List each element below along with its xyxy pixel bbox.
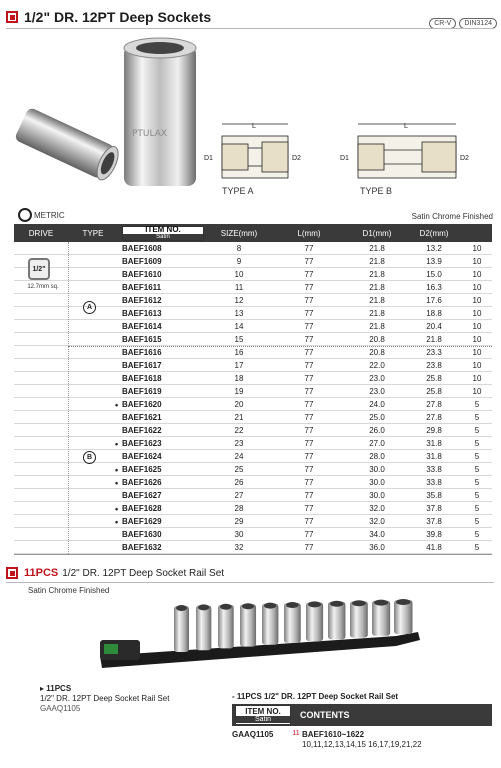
d1-cell: 21.8 <box>369 269 385 279</box>
d2-cell: 29.8 <box>426 425 442 435</box>
dim-d2-b: D2 <box>460 155 469 162</box>
table-header <box>14 224 492 242</box>
pack-qty-cell: 5 <box>474 399 480 409</box>
metric-circle-icon <box>18 208 32 222</box>
d2-cell: 27.8 <box>426 412 442 422</box>
set-contents-label: CONTENTS <box>300 710 350 720</box>
table-row <box>14 320 492 333</box>
dim-d2-a: D2 <box>292 155 301 162</box>
table-row <box>14 333 492 346</box>
rail-socket <box>306 602 323 641</box>
d1-cell: 26.0 <box>369 425 385 435</box>
set-item-sub-label: Satin <box>236 716 290 723</box>
dim-l-a: L <box>252 123 256 130</box>
item-no-cell <box>118 413 208 422</box>
rail-socket <box>240 604 256 646</box>
item-no-header <box>122 226 204 241</box>
rail-socket-opening <box>374 600 388 606</box>
d2-cell: 31.8 <box>426 438 442 448</box>
col-l: L(mm) <box>297 228 321 238</box>
pack-qty-cell: 10 <box>472 334 482 344</box>
pack-qty-cell: 10 <box>472 269 482 279</box>
d2-cell: 27.8 <box>426 399 442 409</box>
d1-cell: 32.0 <box>369 516 385 526</box>
set-member-dot: • <box>115 464 119 475</box>
metric-label: METRIC <box>34 210 65 220</box>
set-tag: 11PCS <box>24 567 59 579</box>
item-no-text: BAEF1618 <box>122 373 162 383</box>
d2-cell: 35.8 <box>426 490 442 500</box>
d2-cell: 41.8 <box>426 542 442 552</box>
item-no-text: BAEF1611 <box>122 282 162 292</box>
table-row <box>14 502 492 515</box>
length-cell: 77 <box>304 438 314 448</box>
item-no-cell <box>118 543 208 552</box>
item-no-text: BAEF1612 <box>122 295 162 305</box>
pack-qty-cell: 5 <box>474 542 480 552</box>
d1-cell: 20.8 <box>369 334 385 344</box>
table-row <box>14 242 492 255</box>
table-row <box>14 541 492 554</box>
length-cell: 77 <box>304 490 314 500</box>
pack-qty-cell: 10 <box>472 360 482 370</box>
table-row <box>14 489 492 502</box>
drive-size-label: 12.7mm sq. <box>27 284 59 290</box>
rail-socket-opening <box>264 603 276 609</box>
rail-socket-opening <box>330 601 343 607</box>
size-cell: 19 <box>234 386 244 396</box>
d2-cell: 37.8 <box>426 503 442 513</box>
d1-cell: 21.8 <box>369 295 385 305</box>
d1-cell: 21.8 <box>369 282 385 292</box>
set-finish: Satin Chrome Finished <box>28 586 110 595</box>
set-code: GAAQ1105 <box>232 730 274 739</box>
title-divider <box>6 28 494 29</box>
rail-socket-opening <box>242 603 254 609</box>
length-cell: 77 <box>304 477 314 487</box>
d2-cell: 18.8 <box>426 308 442 318</box>
type-b-label: TYPE B <box>360 186 393 196</box>
rail-socket <box>218 605 234 649</box>
item-no-text: BAEF1610 <box>122 269 162 279</box>
length-cell: 77 <box>304 516 314 526</box>
item-no-text: BAEF1614 <box>122 321 162 331</box>
metric-indicator <box>18 208 65 222</box>
table-body <box>14 242 492 555</box>
item-no-cell <box>118 452 208 461</box>
size-cell: 8 <box>236 243 242 253</box>
d1-cell: 21.8 <box>369 256 385 266</box>
d1-cell: 21.8 <box>369 321 385 331</box>
set-spec-title: - 11PCS 1/2" DR. 12PT Deep Socket Rail Set <box>232 692 399 701</box>
size-cell: 30 <box>234 529 244 539</box>
table-row <box>14 385 492 398</box>
finish-label: Satin Chrome Finished <box>411 212 493 221</box>
d2-cell: 15.0 <box>426 269 442 279</box>
length-cell: 77 <box>304 386 314 396</box>
length-cell: 77 <box>304 464 314 474</box>
item-no-cell <box>118 426 208 435</box>
size-cell: 22 <box>234 425 244 435</box>
d2-cell: 13.2 <box>426 243 442 253</box>
size-cell: 10 <box>234 269 244 279</box>
d2-cell: 23.3 <box>426 347 442 357</box>
d1-cell: 36.0 <box>369 542 385 552</box>
length-cell: 77 <box>304 321 314 331</box>
red-square-icon <box>6 567 18 579</box>
item-no-text: BAEF1621 <box>122 412 162 422</box>
set-qty: 11 <box>292 730 300 737</box>
item-no-cell <box>118 374 208 383</box>
length-cell: 77 <box>304 425 314 435</box>
rail-socket-opening <box>220 604 232 610</box>
item-no-cell <box>115 438 208 449</box>
length-cell: 77 <box>304 503 314 513</box>
size-cell: 17 <box>234 360 244 370</box>
rail-socket <box>328 602 345 640</box>
crv-badge: CR-V <box>429 18 456 29</box>
item-no-text: BAEF1609 <box>122 256 162 266</box>
item-no-text: BAEF1616 <box>122 347 162 357</box>
table-row <box>14 476 492 489</box>
item-no-cell <box>118 335 208 344</box>
col-size: SIZE(mm) <box>220 228 258 238</box>
length-cell: 77 <box>304 347 314 357</box>
size-cell: 15 <box>234 334 244 344</box>
table-row <box>14 281 492 294</box>
rail-socket-opening <box>176 605 187 611</box>
table-row <box>14 463 492 476</box>
set-title: 1/2" DR. 12PT Deep Socket Rail Set <box>62 567 225 579</box>
d1-cell: 30.0 <box>369 490 385 500</box>
item-no-cell <box>118 257 208 266</box>
d1-cell: 32.0 <box>369 503 385 513</box>
length-cell: 77 <box>304 451 314 461</box>
page-header <box>6 6 494 28</box>
table-row <box>14 255 492 268</box>
d1-cell: 20.8 <box>369 347 385 357</box>
item-no-cell <box>118 322 208 331</box>
set-range: BAEF1610~1622 <box>302 730 365 739</box>
set-item-no-label: ITEM NO. <box>245 706 281 716</box>
d1-cell: 34.0 <box>369 529 385 539</box>
caption-code: GAAQ1105 <box>40 704 81 713</box>
drive-divider <box>68 242 69 554</box>
item-no-text: BAEF1632 <box>122 542 162 552</box>
d2-cell: 31.8 <box>426 451 442 461</box>
item-no-cell <box>118 530 208 539</box>
item-no-cell <box>118 296 208 305</box>
col-d2: D2(mm) <box>419 228 449 238</box>
d2-cell: 23.8 <box>426 360 442 370</box>
length-cell: 77 <box>304 399 314 409</box>
size-cell: 9 <box>236 256 242 266</box>
item-no-cell <box>115 399 208 410</box>
pack-qty-cell: 5 <box>474 503 480 513</box>
rail-socket-opening <box>198 604 209 610</box>
type-a-label: TYPE A <box>222 186 254 196</box>
item-no-text: BAEF1626 <box>122 477 162 487</box>
item-no-text: BAEF1629 <box>122 516 162 526</box>
pack-qty-cell: 10 <box>472 256 482 266</box>
length-cell: 77 <box>304 256 314 266</box>
d2-cell: 17.6 <box>426 295 442 305</box>
rail-socket <box>174 606 189 652</box>
length-cell: 77 <box>304 334 314 344</box>
size-cell: 28 <box>234 503 244 513</box>
set-divider <box>6 582 494 583</box>
d1-cell: 23.0 <box>369 373 385 383</box>
table-row <box>14 528 492 541</box>
item-no-text: BAEF1622 <box>122 425 162 435</box>
item-no-text: BAEF1624 <box>122 451 162 461</box>
item-no-text: BAEF1627 <box>122 490 162 500</box>
d1-cell: 30.0 <box>369 477 385 487</box>
size-cell: 13 <box>234 308 244 318</box>
item-no-text: BAEF1617 <box>122 360 162 370</box>
item-no-text: BAEF1620 <box>122 399 162 409</box>
d2-cell: 39.8 <box>426 529 442 539</box>
size-cell: 11 <box>234 282 244 292</box>
rail-socket-opening <box>352 600 366 606</box>
item-no-cell <box>115 464 208 475</box>
size-cell: 14 <box>234 321 244 331</box>
pack-qty-cell: 10 <box>472 347 482 357</box>
item-no-cell <box>115 477 208 488</box>
deep-socket-illustration <box>6 36 206 196</box>
size-cell: 29 <box>234 516 244 526</box>
item-no-text: BAEF1625 <box>122 464 162 474</box>
table-row <box>14 346 492 359</box>
pack-qty-cell: 5 <box>474 477 480 487</box>
d1-cell: 21.8 <box>369 243 385 253</box>
item-no-text: BAEF1619 <box>122 386 162 396</box>
item-no-text: BAEF1623 <box>122 438 162 448</box>
type-a-badge: A <box>83 301 96 314</box>
d2-cell: 37.8 <box>426 516 442 526</box>
size-cell: 26 <box>234 477 244 487</box>
page-title: 1/2" DR. 12PT Deep Sockets <box>24 9 212 25</box>
pack-qty-cell: 10 <box>472 282 482 292</box>
item-no-cell <box>115 516 208 527</box>
table-row <box>14 515 492 528</box>
table-row <box>14 411 492 424</box>
table-row <box>14 359 492 372</box>
d1-cell: 25.0 <box>369 412 385 422</box>
table-row <box>14 268 492 281</box>
pack-qty-cell: 10 <box>472 321 482 331</box>
size-cell: 16 <box>234 347 244 357</box>
item-no-cell <box>118 491 208 500</box>
item-no-text: BAEF1615 <box>122 334 162 344</box>
col-drive: DRIVE <box>28 228 54 238</box>
dim-d1-b: D1 <box>340 155 349 162</box>
d1-cell: 27.0 <box>369 438 385 448</box>
size-cell: 25 <box>234 464 244 474</box>
item-no-text: BAEF1613 <box>122 308 162 318</box>
d2-cell: 13.9 <box>426 256 442 266</box>
size-cell: 24 <box>234 451 244 461</box>
length-cell: 77 <box>304 542 314 552</box>
set-caption: ▸ 11PCS 1/2" DR. 12PT Deep Socket Rail Set GAAQ1105 <box>40 684 170 713</box>
d2-cell: 16.3 <box>426 282 442 292</box>
col-d1: D1(mm) <box>362 228 392 238</box>
d2-cell: 25.8 <box>426 373 442 383</box>
item-no-cell <box>118 244 208 253</box>
item-no-cell <box>118 361 208 370</box>
size-cell: 32 <box>234 542 244 552</box>
d2-cell: 21.8 <box>426 334 442 344</box>
item-no-cell <box>118 283 208 292</box>
length-cell: 77 <box>304 243 314 253</box>
svg-text:PTULAX: PTULAX <box>132 129 168 139</box>
length-cell: 77 <box>304 412 314 422</box>
pack-qty-cell: 10 <box>472 373 482 383</box>
rail-socket-opening <box>286 602 299 608</box>
caption-pcs: 11PCS <box>46 684 72 693</box>
d1-cell: 30.0 <box>369 464 385 474</box>
size-cell: 23 <box>234 438 244 448</box>
size-cell: 12 <box>234 295 244 305</box>
pack-qty-cell: 5 <box>474 451 480 461</box>
pack-qty-cell: 5 <box>474 516 480 526</box>
set-spec-table <box>232 704 492 749</box>
set-item-no-header <box>235 705 291 725</box>
size-cell: 20 <box>234 399 244 409</box>
set-member-dot: • <box>115 503 119 514</box>
pack-qty-cell: 5 <box>474 464 480 474</box>
item-no-cell <box>118 348 208 357</box>
set-header <box>6 567 494 579</box>
table-row <box>14 437 492 450</box>
caption-title: 1/2" DR. 12PT Deep Socket Rail Set <box>40 694 170 703</box>
dim-l-b: L <box>404 123 408 130</box>
pack-qty-cell: 5 <box>474 438 480 448</box>
rail-socket <box>262 604 278 645</box>
type-b-badge: B <box>83 451 96 464</box>
pack-qty-cell: 10 <box>472 295 482 305</box>
length-cell: 77 <box>304 373 314 383</box>
table-row <box>14 424 492 437</box>
pack-qty-cell: 10 <box>472 386 482 396</box>
length-cell: 77 <box>304 269 314 279</box>
pack-qty-cell: 5 <box>474 412 480 422</box>
size-cell: 18 <box>234 373 244 383</box>
size-cell: 21 <box>234 412 244 422</box>
d2-cell: 33.8 <box>426 464 442 474</box>
set-spec-row <box>232 726 492 739</box>
pack-qty-cell: 5 <box>474 490 480 500</box>
rail-socket <box>284 603 301 643</box>
drive-icon: 1/2" <box>28 258 50 280</box>
length-cell: 77 <box>304 308 314 318</box>
dim-d1-a: D1 <box>204 155 213 162</box>
rail-socket <box>196 605 211 650</box>
length-cell: 77 <box>304 529 314 539</box>
set-member-dot: • <box>115 477 119 488</box>
set-spec-header <box>232 704 492 726</box>
d2-cell: 33.8 <box>426 477 442 487</box>
length-cell: 77 <box>304 360 314 370</box>
size-cell: 27 <box>234 490 244 500</box>
din-badge: DIN3124 <box>459 18 497 29</box>
set-sizes: 10,11,12,13,14,15 16,17,19,21,22 <box>302 740 422 749</box>
d1-cell: 24.0 <box>369 399 385 409</box>
table-row <box>14 398 492 411</box>
rail-socket-opening <box>308 601 321 607</box>
pack-qty-cell: 5 <box>474 529 480 539</box>
item-no-text: BAEF1630 <box>122 529 162 539</box>
rail-socket-opening <box>396 599 411 605</box>
item-no-cell <box>115 503 208 514</box>
red-square-icon <box>6 11 18 23</box>
set-member-dot: • <box>115 516 119 527</box>
d1-cell: 22.0 <box>369 360 385 370</box>
item-sub-label: Satin <box>123 234 203 240</box>
item-no-cell <box>118 270 208 279</box>
col-item <box>118 226 208 241</box>
socket-rail-illustration <box>96 598 426 678</box>
pack-qty-cell: 10 <box>472 243 482 253</box>
item-no-label: ITEM NO. <box>145 225 181 234</box>
d1-cell: 23.0 <box>369 386 385 396</box>
rail-socket <box>350 601 368 637</box>
d1-cell: 28.0 <box>369 451 385 461</box>
item-no-text: BAEF1608 <box>122 243 162 253</box>
length-cell: 77 <box>304 282 314 292</box>
length-cell: 77 <box>304 295 314 305</box>
d2-cell: 25.8 <box>426 386 442 396</box>
table-row <box>14 372 492 385</box>
rail-socket <box>372 601 390 636</box>
set-member-dot: • <box>115 438 119 449</box>
socket-spec-table <box>14 224 492 555</box>
d1-cell: 21.8 <box>369 308 385 318</box>
pack-qty-cell: 10 <box>472 308 482 318</box>
pack-qty-cell: 5 <box>474 425 480 435</box>
item-no-text: BAEF1628 <box>122 503 162 513</box>
item-no-cell <box>118 387 208 396</box>
rail-socket <box>394 600 413 634</box>
item-no-cell <box>118 309 208 318</box>
col-type: TYPE <box>82 228 104 238</box>
d2-cell: 20.4 <box>426 321 442 331</box>
set-member-dot: • <box>115 399 119 410</box>
